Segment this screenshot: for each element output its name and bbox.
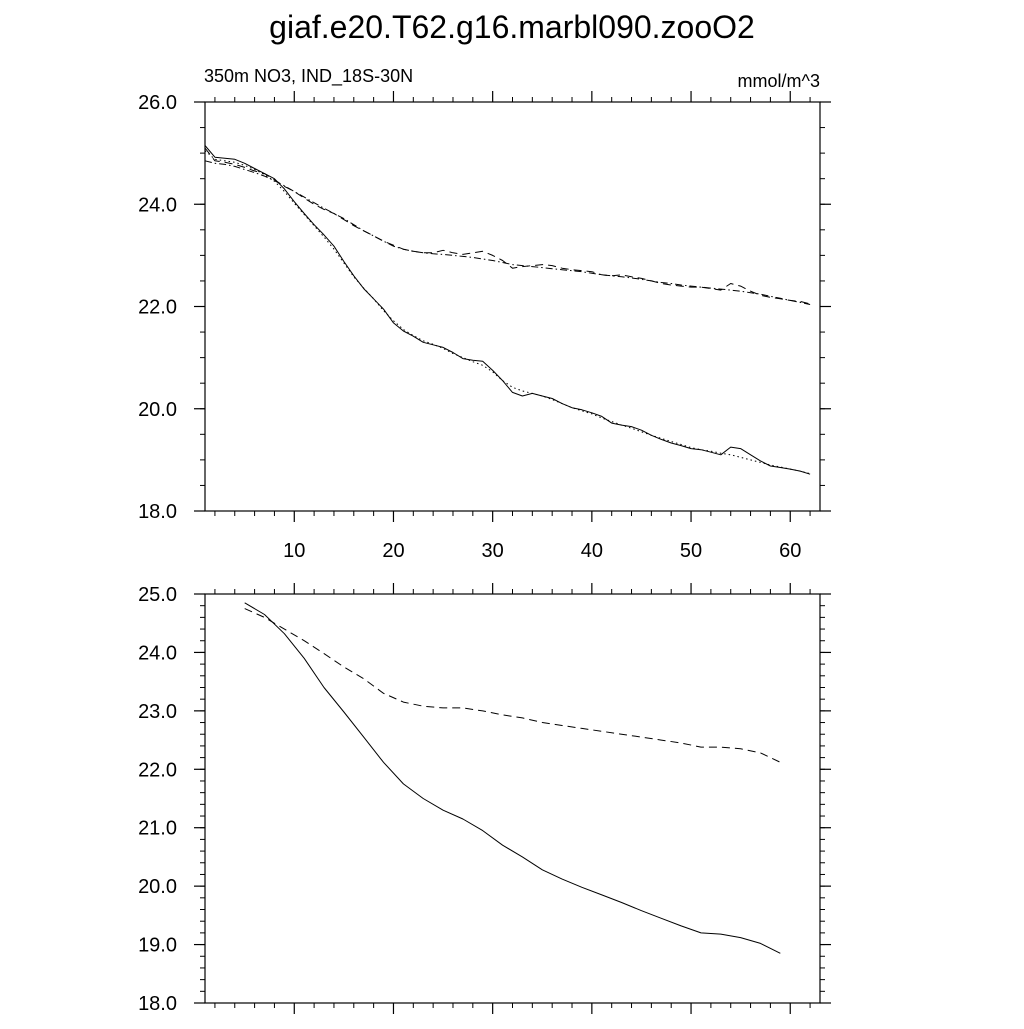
x-tick-label: 30: [481, 540, 504, 562]
y-tick-label: 26.0: [138, 92, 177, 114]
chart-title: giaf.e20.T62.g16.marbl090.zooO2: [269, 9, 755, 45]
y-tick-label: 22.0: [138, 759, 177, 782]
series-line-dotted: [205, 151, 810, 474]
y-tick-label: 24.0: [138, 642, 177, 665]
x-tick-label: 40: [580, 540, 603, 562]
x-tick-label: 60: [779, 540, 802, 562]
y-tick-label: 18.0: [138, 993, 177, 1015]
series-line-dashdot: [205, 161, 810, 305]
y-tick-label: 19.0: [138, 934, 177, 957]
y-tick-label: 21.0: [138, 817, 177, 840]
y-tick-label: 20.0: [138, 398, 177, 421]
y-tick-label: 22.0: [138, 296, 177, 319]
y-tick-label: 24.0: [138, 194, 177, 217]
y-tick-label: 25.0: [138, 584, 177, 606]
series-line-dashed: [245, 609, 781, 763]
top-panel: [138, 66, 831, 562]
y-tick-label: 18.0: [138, 501, 177, 523]
series-line-solid: [245, 603, 781, 954]
y-tick-label: 20.0: [138, 876, 177, 899]
x-tick-label: 50: [679, 540, 703, 562]
right-units-label: mmol/m^3: [737, 71, 820, 91]
series-line-dashed: [205, 148, 810, 304]
x-tick-label: 10: [283, 540, 306, 562]
bottom-panel: [138, 583, 831, 1015]
x-tick-label: 20: [382, 540, 405, 562]
left-subtitle: 350m NO3, IND_18S-30N: [204, 66, 414, 86]
series-line-solid: [205, 146, 810, 475]
plot-frame: [205, 594, 820, 1003]
y-tick-label: 23.0: [138, 700, 177, 723]
